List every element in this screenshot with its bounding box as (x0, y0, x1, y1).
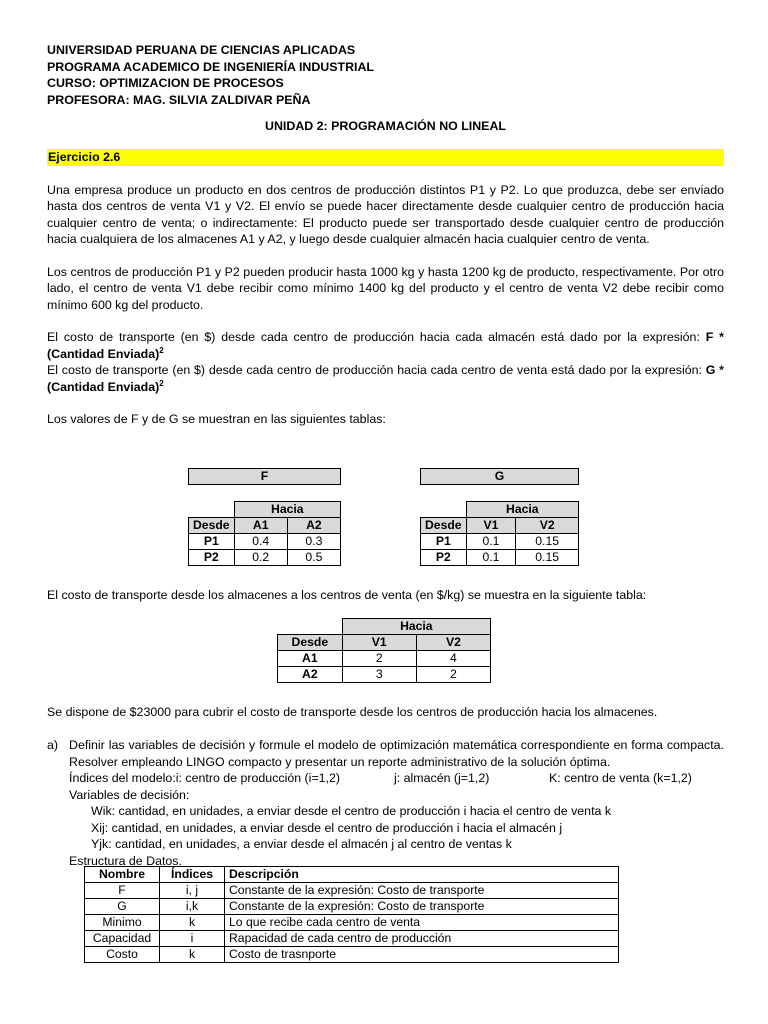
data-table-header: Nombre (85, 867, 160, 883)
data-table-cell: i,k (160, 899, 225, 915)
vars-title: Variables de decisión: (69, 787, 190, 802)
table-warehouse-col: V2 (416, 635, 490, 651)
table-f-title: F (189, 469, 341, 485)
exercise-label: Ejercicio 2.6 (47, 149, 724, 166)
table-row (85, 915, 619, 931)
paragraph-intro: Una empresa produce un producto en dos centros de producción distintos P1 y P2. Lo que produzca, debe ser enviado hasta dos centros de venta V1 y V2. El envío se puede hacer directamente desde cualquier centro de producción hacia cualquier centro de venta; o indirectamente: El producto puede ser transportado desde cualquier centro de producción hacia cualquiera de los almacenes A1 y A2, y luego desde cualquier almacén hacia cualquier centro de venta. (47, 182, 724, 246)
paragraph-cost-g (47, 362, 724, 395)
header-program: PROGRAMA ACADEMICO DE INGENIERÍA INDUSTRIAL (47, 59, 374, 74)
table-f-cell: 0.3 (287, 534, 340, 550)
data-table-cell: Capacidad (85, 931, 160, 947)
table-warehouse-desde: Desde (278, 635, 343, 651)
index-j: j: almacén (j=1,2) (394, 771, 490, 785)
data-table-cell: i (160, 931, 225, 947)
table-f (188, 468, 341, 566)
paragraph-cost-f (47, 329, 724, 362)
table-f-row-label: P1 (189, 534, 235, 550)
table-row (85, 931, 619, 947)
table-warehouse-row-label: A1 (278, 651, 343, 667)
cost-f-text: El costo de transporte (en $) desde cada centro de producción hacia cada almacén está dado por la expresión: (47, 330, 700, 344)
model-indices (69, 770, 724, 787)
cost-g-expression: G * (Cantidad Enviada) (47, 363, 725, 394)
data-table-cell: Rapacidad de cada centro de producción (225, 931, 619, 947)
var-x: Xij: cantidad, en unidades, a enviar desde el centro de producción i hacia el almacén j (91, 820, 563, 835)
table-row (85, 947, 619, 963)
data-structure-table (84, 866, 619, 963)
table-g-cell: 0.1 (466, 550, 516, 566)
table-f-cell: 0.5 (287, 550, 340, 566)
index-i: Índices del modelo:i: centro de producción (i=1,2) (69, 771, 341, 785)
table-f-col: A2 (287, 518, 340, 534)
index-k: K: centro de venta (k=1,2) (549, 771, 692, 785)
data-table-cell: Costo de trasnporte (225, 947, 619, 963)
header-professor: PROFESORA: MAG. SILVIA ZALDIVAR PEÑA (47, 92, 311, 107)
table-f-row-label: P2 (189, 550, 235, 566)
paragraph-tables-intro: Los valores de F y de G se muestran en las siguientes tablas: (47, 412, 386, 426)
table-warehouse-row-label: A2 (278, 667, 343, 683)
unit-title: UNIDAD 2: PROGRAMACIÓN NO LINEAL (265, 119, 506, 133)
table-f-cell: 0.4 (234, 534, 287, 550)
table-g-cell: 0.15 (516, 550, 579, 566)
table-warehouse-cell: 3 (342, 667, 416, 683)
paragraph-capacities: Los centros de producción P1 y P2 pueden producir hasta 1000 kg y hasta 1200 kg de producto, respectivamente. Por otro lado, el centro de venta V1 debe recibir como mínimo 1400 kg del producto y el centro de venta V2 debe recibir como mínimo 600 kg del producto. (47, 264, 724, 312)
table-g (420, 468, 579, 566)
data-table-cell: k (160, 947, 225, 963)
table-g-hacia: Hacia (466, 502, 578, 518)
data-table-cell: Costo (85, 947, 160, 963)
data-table-cell: Constante de la expresión: Costo de transporte (225, 883, 619, 899)
table-warehouse-cell: 2 (342, 651, 416, 667)
table-g-col: V1 (466, 518, 516, 534)
table-warehouse-cell: 4 (416, 651, 490, 667)
data-table-cell: Lo que recibe cada centro de venta (225, 915, 619, 931)
var-w: Wik: cantidad, en unidades, a enviar desde el centro de producción i hacia el centro de venta k (91, 804, 612, 818)
var-y: Yjk: cantidad, en unidades, a enviar desde el almacén j al centro de ventas k (91, 837, 512, 851)
table-warehouse (277, 618, 491, 683)
cost-f-expression: F * (Cantidad Enviada) (47, 330, 724, 361)
data-table-cell: G (85, 899, 160, 915)
table-f-desde: Desde (189, 518, 235, 534)
item-a (47, 737, 724, 869)
table-f-hacia: Hacia (234, 502, 340, 518)
paragraph-warehouse-costs: El costo de transporte desde los almacenes a los centros de venta (en $/kg) se muestra en la siguiente tabla: (47, 588, 647, 602)
header-course: CURSO: OPTIMIZACION DE PROCESOS (47, 76, 284, 90)
table-f-col: A1 (234, 518, 287, 534)
document-page (47, 42, 724, 428)
table-warehouse-cell: 2 (416, 667, 490, 683)
table-warehouse-col: V1 (342, 635, 416, 651)
data-table-cell: k (160, 915, 225, 931)
table-f-cell: 0.2 (234, 550, 287, 566)
table-g-row-label: P2 (421, 550, 467, 566)
data-structure-title: Estructura de Datos. (69, 853, 182, 868)
table-g-row-label: P1 (421, 534, 467, 550)
table-g-col: V2 (516, 518, 579, 534)
item-a-text: Definir las variables de decisión y formule el modelo de optimización matemática correspondiente en forma compacta. Resolver empleando LINGO compacto y presentar un reporte administrativo de la solución óptima. (69, 738, 724, 769)
table-g-cell: 0.15 (516, 534, 579, 550)
cost-f-exponent: 2 (159, 345, 164, 355)
table-row (85, 899, 619, 915)
table-g-title: G (421, 469, 579, 485)
data-table-header: Índices (160, 867, 225, 883)
paragraph-budget: Se dispone de $23000 para cubrir el costo de transporte desde los centros de producción hacia los almacenes. (47, 705, 658, 719)
cost-g-text: El costo de transporte (en $) desde cada centro de producción hacia cada centro de venta está dado por la expresión: (47, 363, 702, 377)
table-g-desde: Desde (421, 518, 467, 534)
data-table-cell: Constante de la expresión: Costo de transporte (225, 899, 619, 915)
data-table-header: Descripción (225, 867, 619, 883)
cost-g-exponent: 2 (159, 378, 164, 388)
header-university: UNIVERSIDAD PERUANA DE CIENCIAS APLICADAS (47, 43, 356, 57)
data-table-cell: i, j (160, 883, 225, 899)
table-g-cell: 0.1 (466, 534, 516, 550)
data-table-cell: Minimo (85, 915, 160, 931)
table-warehouse-hacia: Hacia (342, 619, 490, 635)
data-table-cell: F (85, 883, 160, 899)
item-a-marker: a) (47, 738, 59, 752)
table-row (85, 883, 619, 899)
